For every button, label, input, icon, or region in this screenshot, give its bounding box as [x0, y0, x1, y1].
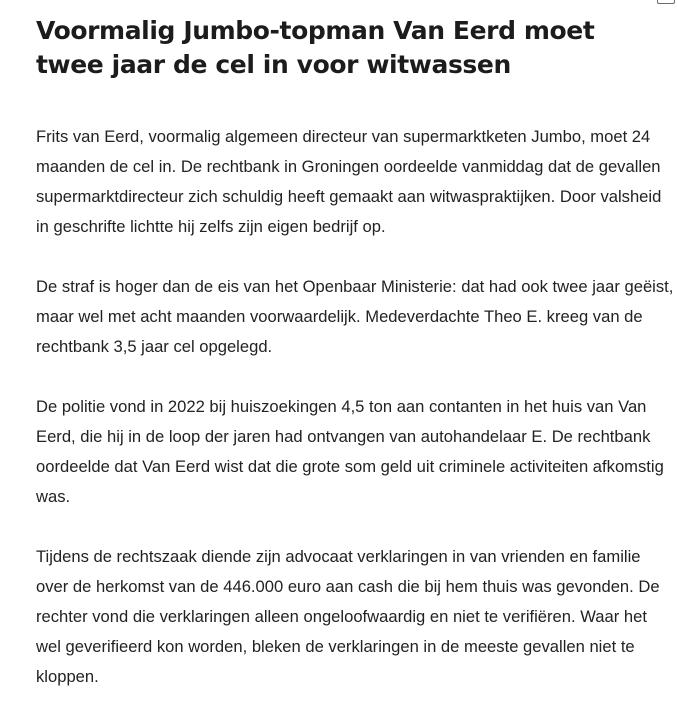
- corner-button[interactable]: [657, 0, 675, 4]
- article-body: [36, 122, 676, 692]
- paragraph-2: De straf is hoger dan de eis van het Openbaar Ministerie: dat had ook twee jaar geëist, maar wel met acht maanden voorwaardelijk. Medeverdachte Theo E. kreeg van de rechtbank 3,5 jaar cel opgelegd.: [36, 277, 674, 356]
- paragraph-1: Frits van Eerd, voormalig algemeen directeur van supermarktketen Jumbo, moet 24 maanden de cel in. De rechtbank in Groningen oordeelde vanmiddag dat de gevallen supermarktdirecteur zich schuldig heeft gemaakt aan witwaspraktijken. Door valsheid in geschrifte lichtte hij zelfs zijn eigen bedrijf op.: [36, 127, 662, 236]
- article-headline: Voormalig Jumbo-topman Van Eerd moet twee jaar de cel in voor witwassen: [36, 16, 595, 79]
- paragraph-4: Tijdens de rechtszaak diende zijn advocaat verklaringen in van vrienden en familie over de herkomst van de 446.000 euro aan cash die bij hem thuis was gevonden. De rechter vond die verklaringen alleen ongeloofwaardig en niet te verifiëren. Waar het wel geverifieerd kon worden, bleken de verklaringen in de meeste gevallen niet te kloppen.: [36, 547, 660, 686]
- article: [36, 14, 676, 722]
- paragraph-3: De politie vond in 2022 bij huiszoekingen 4,5 ton aan contanten in het huis van Van Eerd, die hij in de loop der jaren had ontvangen van autohandelaar E. De rechtbank oordeelde dat Van Eerd wist dat die grote som geld uit criminele activiteiten afkomstig was.: [36, 397, 664, 506]
